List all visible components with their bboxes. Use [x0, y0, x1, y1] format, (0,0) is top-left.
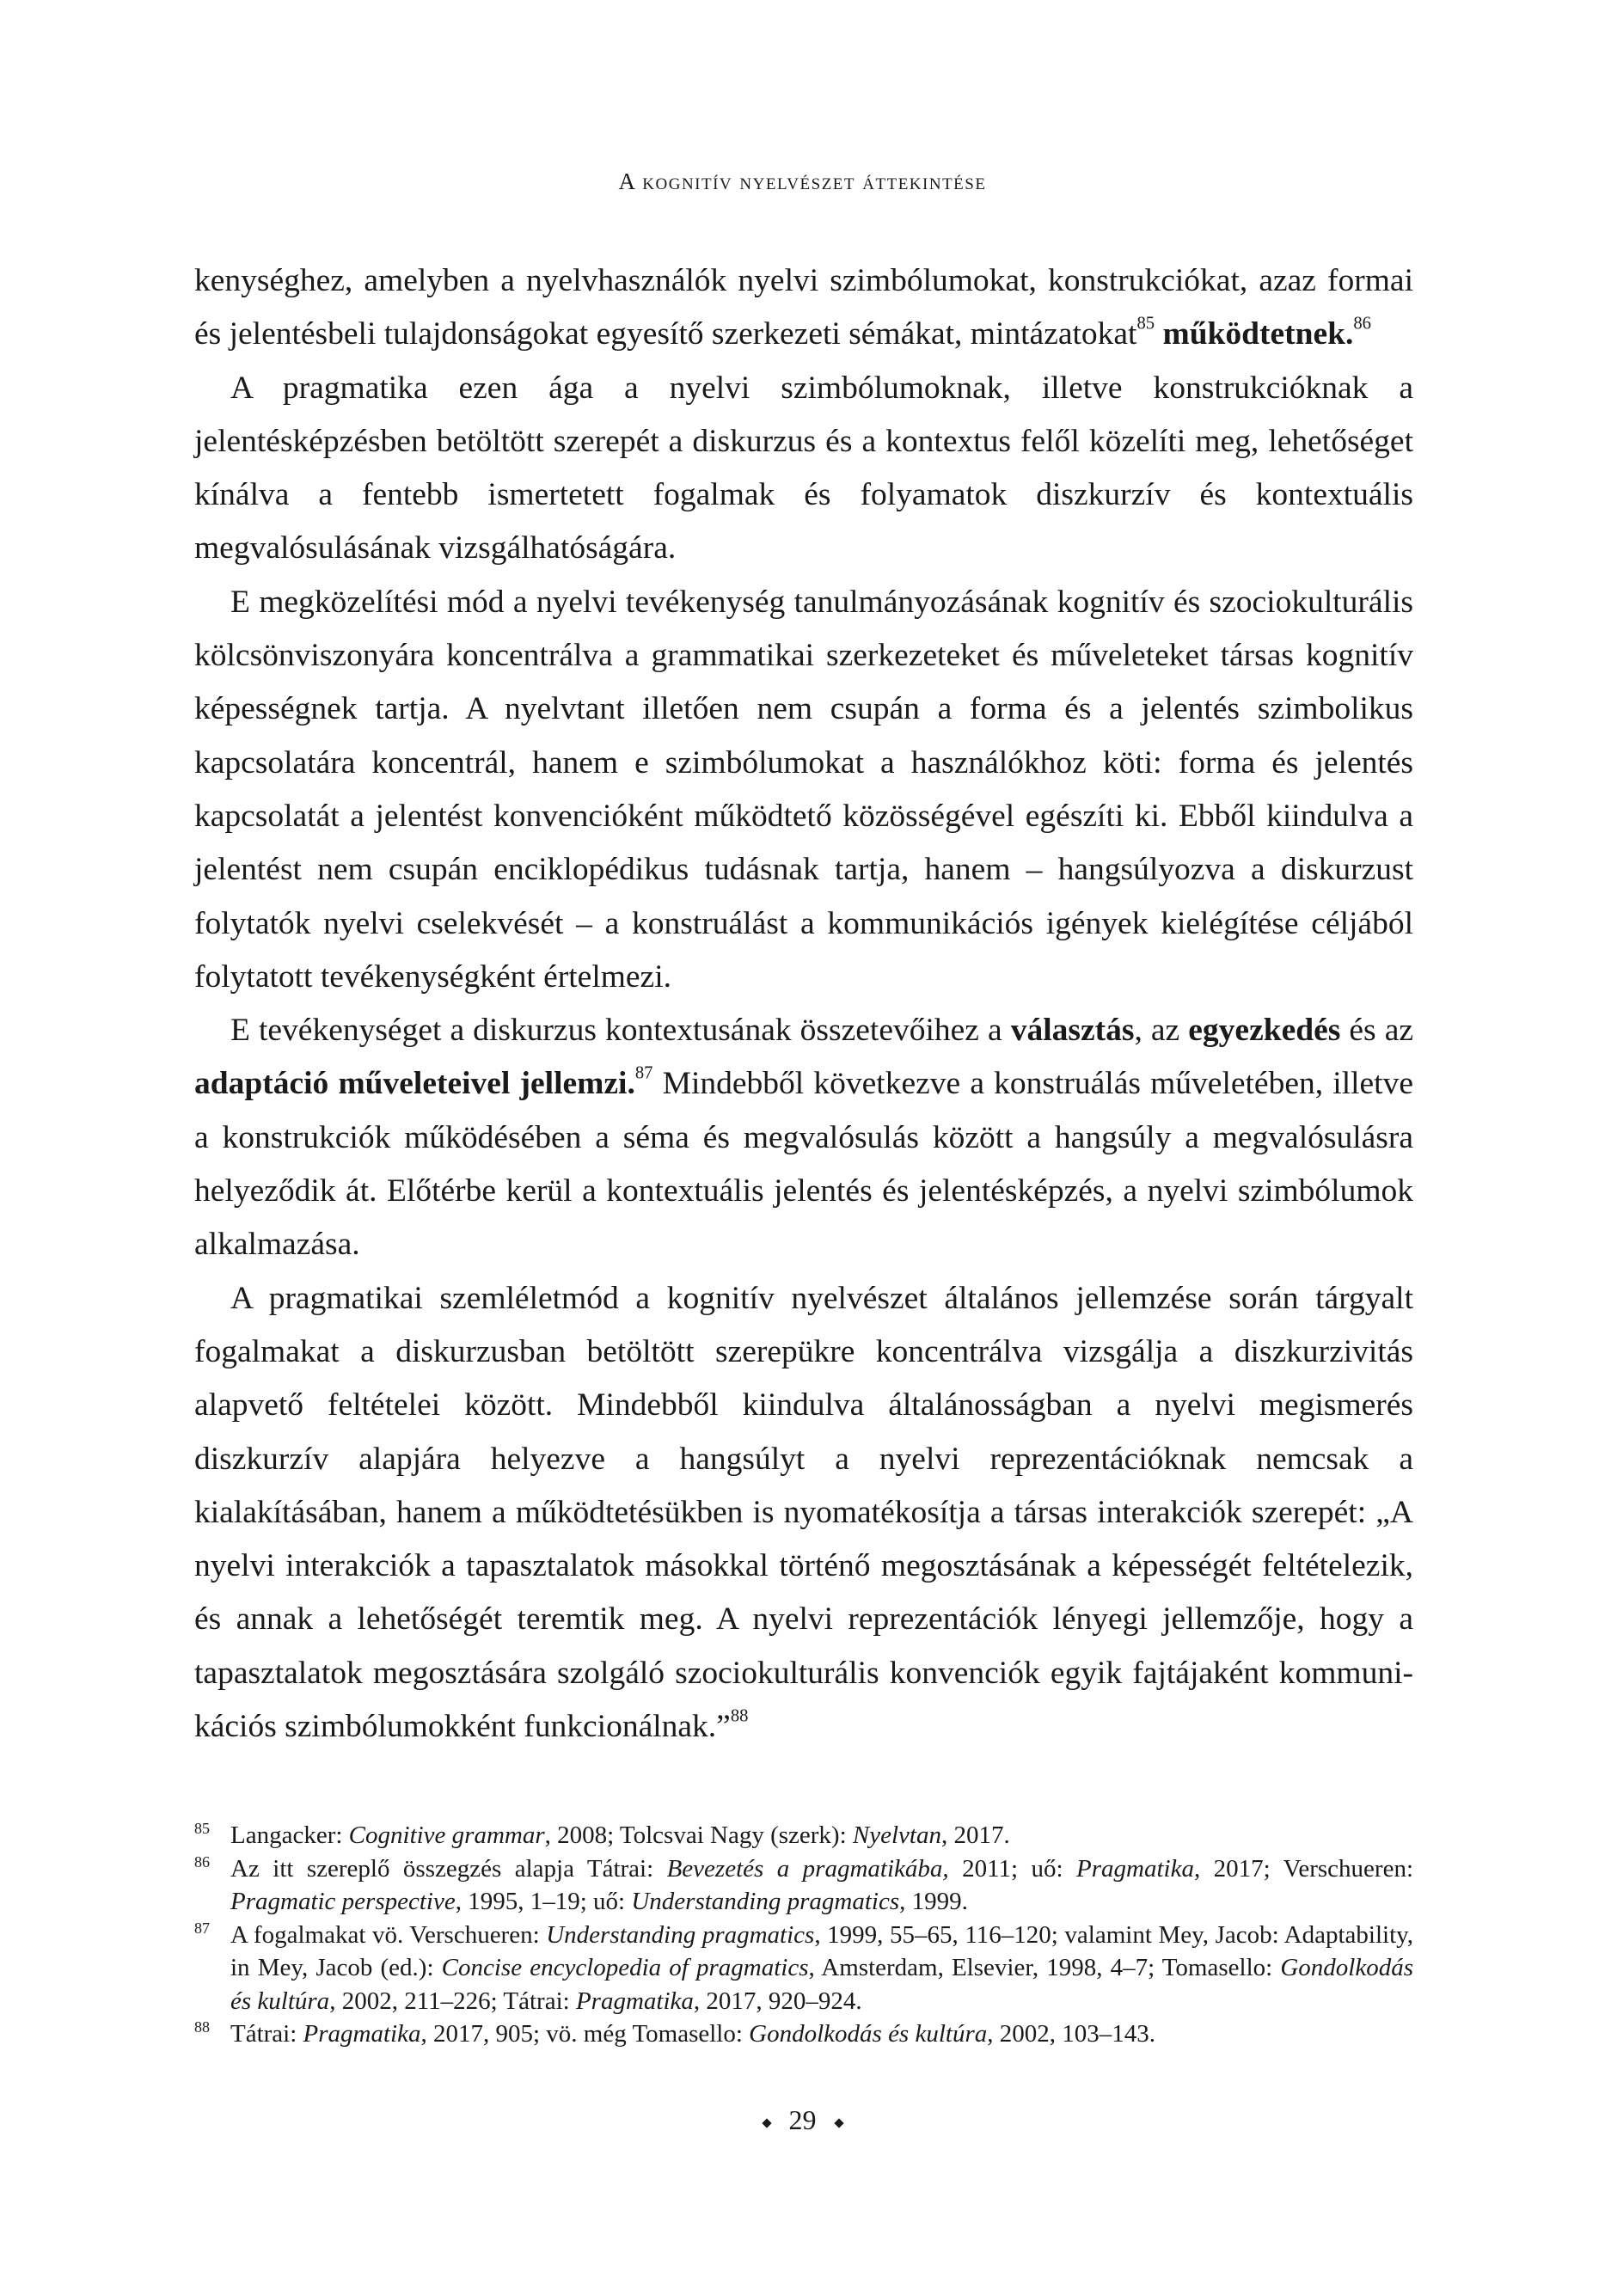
- footnote: [194, 1819, 1413, 1852]
- body-text: [194, 254, 1413, 1754]
- text-run: , 2017, 905; vö. még Tomasello:: [420, 2020, 750, 2048]
- text-run: A pragmatikai szemléletmód a kognitív nyelvészet általános jellemzése során tárgyalt fogalmakat a diskurzusban betöltött szerepükre koncentrálva vizsgálja a diszkurzivitás alapvető feltételei között. Mindebből kiindulva általánosságban a nyelvi megismerés diszkurzív alapjára helyezve a hangsúlyt a nyelvi reprezentációknak nemcsak a kialakításában, hanem a működtetésükben is nyomatékosítja a társas interakciók szerepét: „A nyelvi interakciók a tapasztalatok másokkal történő megosztásának a képességét feltételezik, és annak a lehetőségét teremtik meg. A nyelvi reprezentációk lényegi jellemzője, hogy a tapasztalatok megosztására szolgáló szociokulturális konvenciók egyik fajtájaként kommunikációs szimbólumokként funkcionálnak.”: [194, 1280, 1413, 1745]
- footnote-reference: 88: [730, 1706, 749, 1726]
- paragraph: [194, 1004, 1413, 1271]
- page-number-block: [0, 2104, 1605, 2136]
- paragraph: [194, 254, 1413, 362]
- cited-title: Concise encyclopedia of pragmatics: [441, 1954, 809, 1981]
- text-run: A fogalmakat vö. Verschueren:: [230, 1920, 547, 1949]
- running-head: A kognitív nyelvészet áttekintése: [618, 168, 987, 194]
- footnote: [194, 2017, 1413, 2051]
- cited-title: Pragmatika: [303, 2020, 421, 2048]
- cited-title: Understanding pragmatics: [631, 1888, 900, 1915]
- footnote-reference: 85: [1136, 314, 1155, 334]
- paragraph: [194, 576, 1413, 1004]
- text-run: , Amsterdam, Elsevier, 1998, 4–7; Tomasello:: [808, 1954, 1281, 1981]
- text-run: , 2008; Tolcsvai Nagy (szerk):: [544, 1821, 853, 1849]
- diamond-bullet-icon: [834, 2118, 843, 2128]
- cited-title: Understanding pragmatics: [546, 1920, 815, 1949]
- cited-title: Cognitive grammar: [348, 1821, 545, 1849]
- paragraph: [194, 1272, 1413, 1754]
- bold-term: választás: [1010, 1013, 1135, 1049]
- text-run: , 2017.: [940, 1821, 1010, 1849]
- cited-title: Pragmatika: [575, 1987, 694, 2015]
- text-run: , 2017; Verschueren:: [1193, 1854, 1414, 1883]
- footnotes: [194, 1819, 1413, 2051]
- footnote: [194, 1919, 1413, 2018]
- cited-title: Nyelvtan: [852, 1821, 941, 1849]
- text-run: Tátrai:: [230, 2020, 303, 2048]
- text-run: E megközelítési mód a nyelvi tevékenység tanulmányozásának kognitív és szociokulturális kölcsönviszonyára koncentrálva a grammatikai szerkezeteket és műveleteket társas kognitív képességnek tartja. A nyelvtant illetően nem csupán a forma és a jelentés szimbolikus kapcsolatára koncentrál, hanem e szimbólumokat a használókhoz köti: forma és jelentés kapcsolatát a jelentést konvencióként működtető közösségével egészíti ki. Ebből kiindulva a jelentést nem csupán enciklopédikus tudásnak tartja, hanem – hangsúlyozva a diskurzust folytatók nyelvi cselekvését – a konstruálást a kommunikációs igények kielégítése céljából folytatott tevékenységként értelmezi.: [194, 584, 1413, 995]
- cited-title: Gondolkodás és kultúra: [749, 2020, 988, 2048]
- footnote-reference: 86: [1353, 314, 1371, 334]
- bold-term: adaptáció műveleteivel jellemzi.: [194, 1066, 635, 1102]
- text-run: , 1995, 1–19; uő:: [455, 1888, 632, 1915]
- cited-title: Pragmatika: [1076, 1854, 1194, 1883]
- text-run: A pragmatika ezen ága a nyelvi szimbólumoknak, illetve konstrukcióknak a jelentésképzésben betöltött szerepét a diskurzus és a kontextus felől közelíti meg, lehetőséget kínálva a fentebb ismertetett fogalmak és folyamatok diszkurzív és kontextuális megvalósulásának vizsgálhatóságára.: [194, 370, 1413, 566]
- text-run: Az itt szereplő összegzés alapja Tátrai:: [230, 1854, 667, 1883]
- text-run: , az: [1134, 1013, 1189, 1049]
- footnote-number: 87: [194, 1919, 210, 1937]
- bold-term: egyezkedés: [1188, 1013, 1341, 1049]
- text-run: kenységhez, amelyben a nyelvhasználók nyelvi szimbólumokat, konstrukciókat, azaz formai és jelentésbeli tulajdonságokat egyesítő szerkezeti sémákat, mintázatokat: [194, 263, 1413, 352]
- footnote-number: 85: [194, 1820, 210, 1837]
- cited-title: Pragmatic perspective: [230, 1888, 456, 1915]
- footnote-number: 86: [194, 1852, 210, 1870]
- text-run: , 2002, 103–143.: [987, 2020, 1155, 2048]
- text-run: , 2002, 211–226; Tátrai:: [329, 1987, 576, 2015]
- cited-title: Bevezetés a pragmatikába,: [666, 1854, 949, 1883]
- text-run: és az: [1340, 1013, 1413, 1049]
- text-run: , 1999, 55–65, 116–120; valamint Mey, Jacob: Adaptability, in Mey, Jacob (ed.):: [230, 1920, 1413, 1981]
- text-run: Langacker:: [230, 1821, 349, 1849]
- bold-term: működtetnek.: [1162, 316, 1354, 352]
- footnote: [194, 1852, 1413, 1919]
- cited-title: Gondolkodás és kultúra: [230, 1954, 1413, 2015]
- paragraph: [194, 362, 1413, 576]
- footnote-number: 88: [194, 2018, 210, 2036]
- text-run: , 2017, 920–924.: [693, 1987, 862, 2015]
- text-run: , 1999.: [899, 1888, 968, 1915]
- text-run: E tevékenységet a diskurzus kontextusának összetevőihez a: [230, 1013, 1011, 1049]
- page-number: 29: [788, 2104, 817, 2135]
- diamond-bullet-icon: [762, 2118, 771, 2128]
- text-run: 2011; uő:: [948, 1854, 1077, 1883]
- footnote-reference: 87: [634, 1063, 653, 1083]
- text-run: Mindebből következve a konstruálás műveletében, illetve a konstrukciók működésében a séma és megvalósulás között a hangsúly a megvalósulásra helyeződik át. Előtérbe kerül a kontextuális jelentés és jelentésképzés, a nyelvi szimbólumok alkalmazása.: [194, 1066, 1413, 1263]
